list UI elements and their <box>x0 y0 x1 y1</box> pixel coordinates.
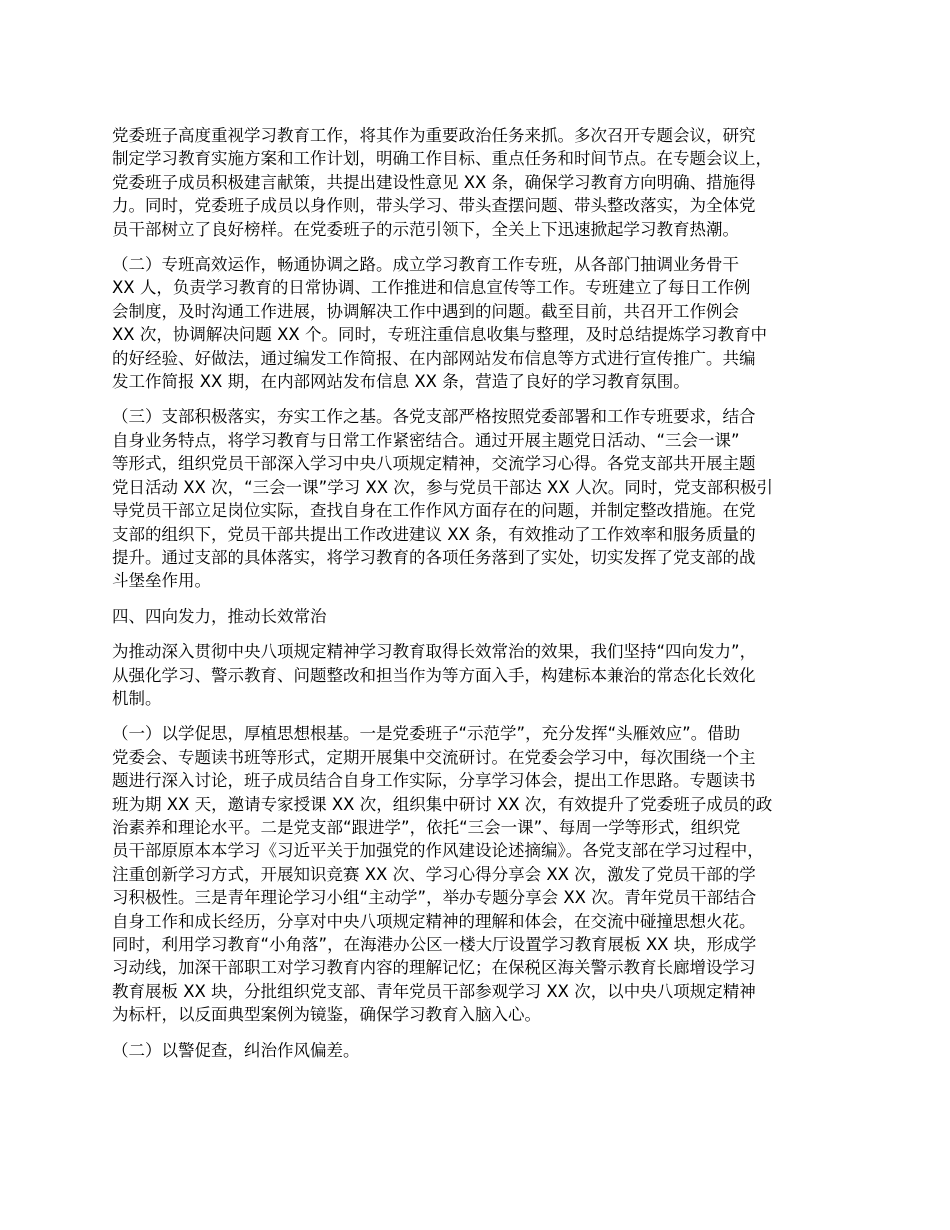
text-line: XX 人，负责学习教育的日常协调、工作推进和信息宣传等工作。专班建立了每日工作例 <box>112 278 751 298</box>
paragraph-intro <box>112 640 856 710</box>
text-line: 自身工作和成长经历，分享对中央八项规定精神的理解和体会，在交流中碰撞思想火花。 <box>112 911 756 931</box>
text-line: 斗堡垒作用。 <box>112 571 211 591</box>
text-line: 注重创新学习方式，开展知识竞赛 XX 次、学习心得分享会 XX 次，激发了党员干部的学 <box>112 864 756 884</box>
text-line: 党日活动 XX 次，“三会一课”学习 XX 次，参与党员干部达 XX 人次。同时，党支部积极引 <box>112 477 773 497</box>
paragraph-party-committee <box>112 124 856 241</box>
text-line: 导党员干部立足岗位实际，查找自身在工作作风方面存在的问题，并制定整改措施。在党 <box>112 501 756 521</box>
text-line: 同时，利用学习教育“小角落”，在海港办公区一楼大厅设置学习教育展板 XX 块，形成学 <box>112 935 757 954</box>
text-line: 为推动深入贯彻中央八项规定精神学习教育取得长效常治的效果，我们坚持“四向发力”， <box>112 642 757 662</box>
text-line: 四、四向发力，推动长效常治 <box>112 606 327 626</box>
text-line: 员干部原原本本学习《习近平关于加强党的作风建设论述摘编》。各党支部在学习过程中， <box>112 841 764 861</box>
paragraph-warning <box>112 1039 856 1062</box>
text-line: 从强化学习、警示教育、问题整改和担当作为等方面入手，构建标本兼治的常态化长效化 <box>112 665 756 685</box>
text-line: 机制。 <box>112 688 162 708</box>
text-line: 题进行深入讨论，班子成员结合自身工作实际，分享学习体会，提出工作思路。专题读书 <box>112 771 756 791</box>
text-line: （一）以学促思，厚植思想根基。一是党委班子“示范学”，充分发挥“头雁效应”。借助 <box>112 724 741 744</box>
paragraph-task-force <box>112 253 856 393</box>
text-line: （二）以警促查，纠治作风偏差。 <box>112 1040 360 1060</box>
text-line: 制定学习教育实施方案和工作计划，明确工作目标、重点任务和时间节点。在专题会议上， <box>112 149 772 169</box>
text-line: 党委会、专题读书班等形式，定期开展集中交流研讨。在党委会学习中，每次围绕一个主 <box>112 747 756 767</box>
section-heading <box>112 605 856 628</box>
text-line: 提升。通过支部的具体落实，将学习教育的各项任务落到了实处，切实发挥了党支部的战 <box>112 547 756 567</box>
text-line: 等形式，组织党员干部深入学习中央八项规定精神，交流学习心得。各党支部共开展主题 <box>112 454 756 474</box>
text-line: 自身业务特点，将学习教育与日常工作紧密结合。通过开展主题党日活动、“三会一课” <box>112 430 740 450</box>
text-line: XX 次，协调解决问题 XX 个。同时，专班注重信息收集与整理，及时总结提炼学习教育中 <box>112 325 767 345</box>
text-line: 员干部树立了良好榜样。在党委班子的示范引领下，全关上下迅速掀起学习教育热潮。 <box>112 219 739 239</box>
text-line: 党委班子成员积极建言献策，共提出建设性意见 XX 条，确保学习教育方向明确、措施得 <box>112 172 756 192</box>
text-line: 为标杆，以反面典型案例为镜鉴，确保学习教育入脑入心。 <box>112 1005 541 1025</box>
paragraph-study <box>112 722 856 1026</box>
document-page <box>112 124 856 1074</box>
text-line: （二）专班高效运作，畅通协调之路。成立学习教育工作专班，从各部门抽调业务骨干 <box>112 255 739 275</box>
text-line: 习动线，加深干部职工对学习教育内容的理解记忆；在保税区海关警示教育长廊增设学习 <box>112 958 756 978</box>
text-line: 党委班子高度重视学习教育工作，将其作为重要政治任务来抓。多次召开专题会议，研究 <box>112 126 756 145</box>
text-line: 力。同时，党委班子成员以身作则，带头学习、带头查摆问题、带头整改落实，为全体党 <box>112 196 756 216</box>
text-line: 的好经验、好做法，通过编发工作简报、在内部网站发布信息等方式进行宣传推广。共编 <box>112 348 756 368</box>
text-line: 发工作简报 XX 期，在内部网站发布信息 XX 条，营造了良好的学习教育氛围。 <box>112 372 690 392</box>
text-line: 班为期 XX 天，邀请专家授课 XX 次，组织集中研讨 XX 次，有效提升了党委班子成员的政 <box>112 794 773 814</box>
paragraph-branches <box>112 405 856 592</box>
text-line: 会制度，及时沟通工作进展，协调解决工作中遇到的问题。截至目前，共召开工作例会 <box>112 301 739 321</box>
text-line: 治素养和理论水平。二是党支部“跟进学”，依托“三会一课”、每周一学等形式，组织党 <box>112 817 741 837</box>
text-line: 支部的组织下，党员干部共提出工作改进建议 XX 条，有效推动了工作效率和服务质量的 <box>112 524 756 544</box>
text-line: 教育展板 XX 块，分批组织党支部、青年党员干部参观学习 XX 次，以中央八项规定精神 <box>112 981 756 1001</box>
text-line: 习积极性。三是青年理论学习小组“主动学”，举办专题分享会 XX 次。青年党员干部结合 <box>112 888 757 908</box>
text-line: （三）支部积极落实，夯实工作之基。各党支部严格按照党委部署和工作专班要求，结合 <box>112 407 756 427</box>
